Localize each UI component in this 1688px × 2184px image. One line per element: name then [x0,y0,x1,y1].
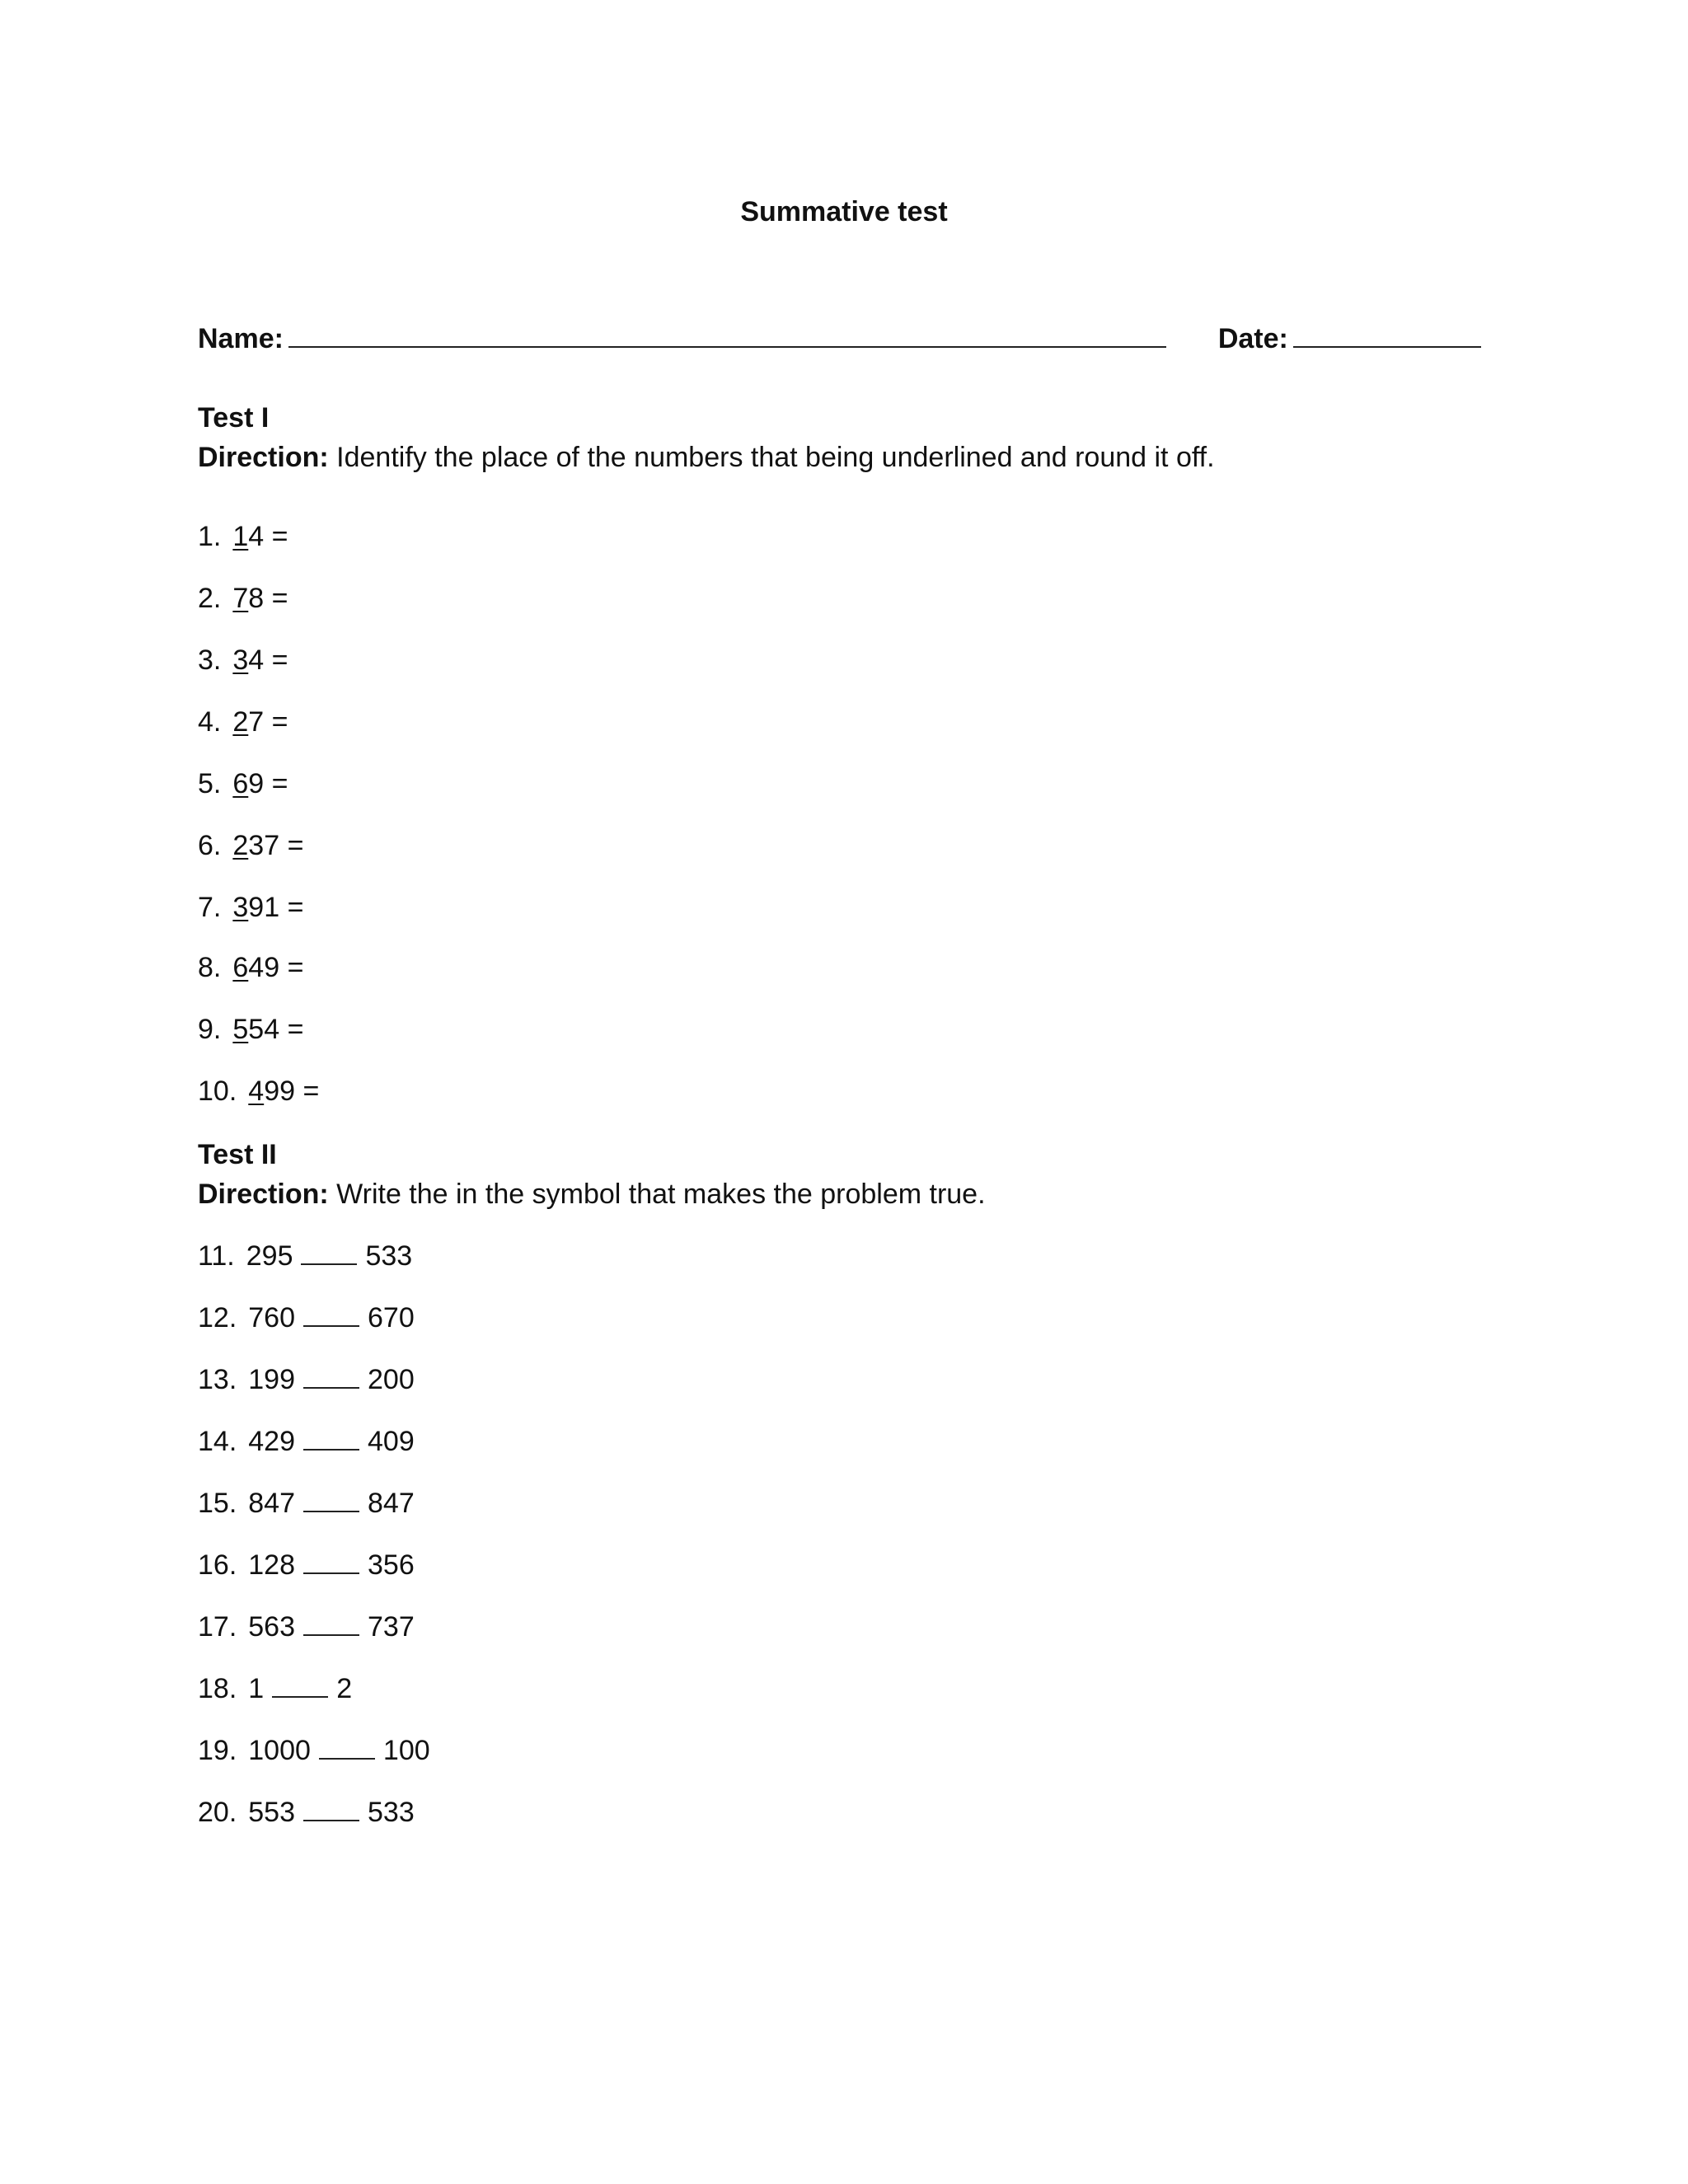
item-number: 5. [198,768,222,799]
test2-item [198,1735,430,1767]
left-value: 1 [248,1673,265,1704]
item-number: 17. [198,1611,237,1643]
test1-item [198,952,303,984]
item-number: 19. [198,1735,237,1766]
name-field[interactable] [288,325,1166,348]
left-value: 128 [248,1549,295,1581]
underlined-digit: 5 [232,1014,249,1045]
left-value: 1000 [248,1735,311,1766]
item-number: 2. [198,583,222,614]
test1-item [198,521,288,553]
underlined-digit: 2 [232,830,249,861]
item-digits: 49 [248,952,280,983]
test1-direction-label: Direction: [198,442,329,473]
equals-sign: = [271,706,288,738]
item-number: 6. [198,830,222,861]
left-value: 563 [248,1611,295,1643]
left-value: 429 [248,1426,295,1457]
test1-item [198,706,288,738]
equals-sign: = [287,830,304,861]
test1-item [198,892,303,924]
left-value: 553 [248,1797,295,1828]
item-digits: 4 [248,644,265,676]
test2-direction-text: Write the in the symbol that makes the problem true. [336,1179,986,1210]
test2-item [198,1797,415,1829]
right-value: 409 [368,1426,415,1457]
underlined-digit: 6 [232,952,249,983]
right-value: 847 [368,1488,415,1519]
equals-sign: = [271,583,288,614]
test1-item [198,644,288,677]
test2-item [198,1673,352,1705]
test1-item [198,1014,303,1046]
test2-item [198,1364,415,1396]
equals-sign: = [287,1014,304,1045]
item-number: 10. [198,1076,237,1107]
answer-blank[interactable] [303,1615,359,1636]
item-number: 3. [198,644,222,676]
item-digits: 37 [248,830,280,861]
underlined-digit: 3 [232,892,249,923]
item-number: 11. [198,1240,235,1272]
item-digits: 9 [248,768,265,799]
underlined-digit: 3 [232,644,249,676]
right-value: 200 [368,1364,415,1395]
right-value: 737 [368,1611,415,1643]
equals-sign: = [287,892,304,923]
test2-item [198,1611,415,1643]
right-value: 533 [365,1240,413,1272]
item-number: 7. [198,892,222,923]
test2-item [198,1302,415,1334]
item-digits: 99 [264,1076,296,1107]
right-value: 533 [368,1797,415,1828]
equals-sign: = [271,521,288,552]
item-digits: 54 [248,1014,280,1045]
answer-blank[interactable] [303,1429,359,1451]
answer-blank[interactable] [303,1553,359,1574]
item-number: 9. [198,1014,222,1045]
equals-sign: = [287,952,304,983]
right-value: 100 [382,1735,430,1766]
test2-direction [198,1179,986,1211]
item-number: 8. [198,952,222,983]
name-label: Name: [198,323,284,354]
item-number: 1. [198,521,222,552]
equals-sign: = [271,644,288,676]
test2-item [198,1488,415,1520]
right-value: 670 [368,1302,415,1333]
right-value: 2 [336,1673,353,1704]
date-field[interactable] [1293,325,1481,348]
test2-item [198,1240,412,1272]
test1-direction-text: Identify the place of the numbers that being underlined and round it off. [336,442,1215,473]
test1-item [198,1076,319,1108]
item-digits: 8 [248,583,265,614]
equals-sign: = [302,1076,320,1107]
equals-sign: = [271,768,288,799]
item-digits: 7 [248,706,265,738]
left-value: 760 [248,1302,295,1333]
date-label: Date: [1217,323,1288,354]
underlined-digit: 2 [232,706,249,738]
underlined-digit: 6 [232,768,249,799]
test2-item [198,1426,415,1458]
answer-blank[interactable] [303,1367,359,1389]
answer-blank[interactable] [319,1738,375,1760]
left-value: 295 [246,1240,293,1272]
item-number: 12. [198,1302,237,1333]
right-value: 356 [368,1549,415,1581]
underlined-digit: 7 [232,583,249,614]
answer-blank[interactable] [303,1491,359,1512]
item-number: 13. [198,1364,237,1395]
item-number: 20. [198,1797,237,1828]
item-digits: 4 [248,521,265,552]
answer-blank[interactable] [272,1676,328,1698]
item-number: 16. [198,1549,237,1581]
page-title: Summative test [740,196,948,227]
test1-item [198,768,288,800]
test2-item [198,1549,415,1582]
test1-direction [198,442,1215,474]
underlined-digit: 4 [248,1076,265,1107]
item-number: 15. [198,1488,237,1519]
test2-direction-label: Direction: [198,1179,329,1210]
item-digits: 91 [248,892,280,923]
left-value: 199 [248,1364,295,1395]
item-number: 14. [198,1426,237,1457]
answer-blank[interactable] [301,1244,357,1265]
test2-heading: Test II [198,1139,277,1170]
name-date-row [198,323,1481,355]
answer-blank[interactable] [303,1305,359,1327]
test1-heading: Test I [198,402,270,434]
test1-item [198,830,303,862]
left-value: 847 [248,1488,295,1519]
test1-item [198,583,288,615]
item-number: 4. [198,706,222,738]
item-number: 18. [198,1673,237,1704]
underlined-digit: 1 [232,521,249,552]
answer-blank[interactable] [303,1800,359,1821]
